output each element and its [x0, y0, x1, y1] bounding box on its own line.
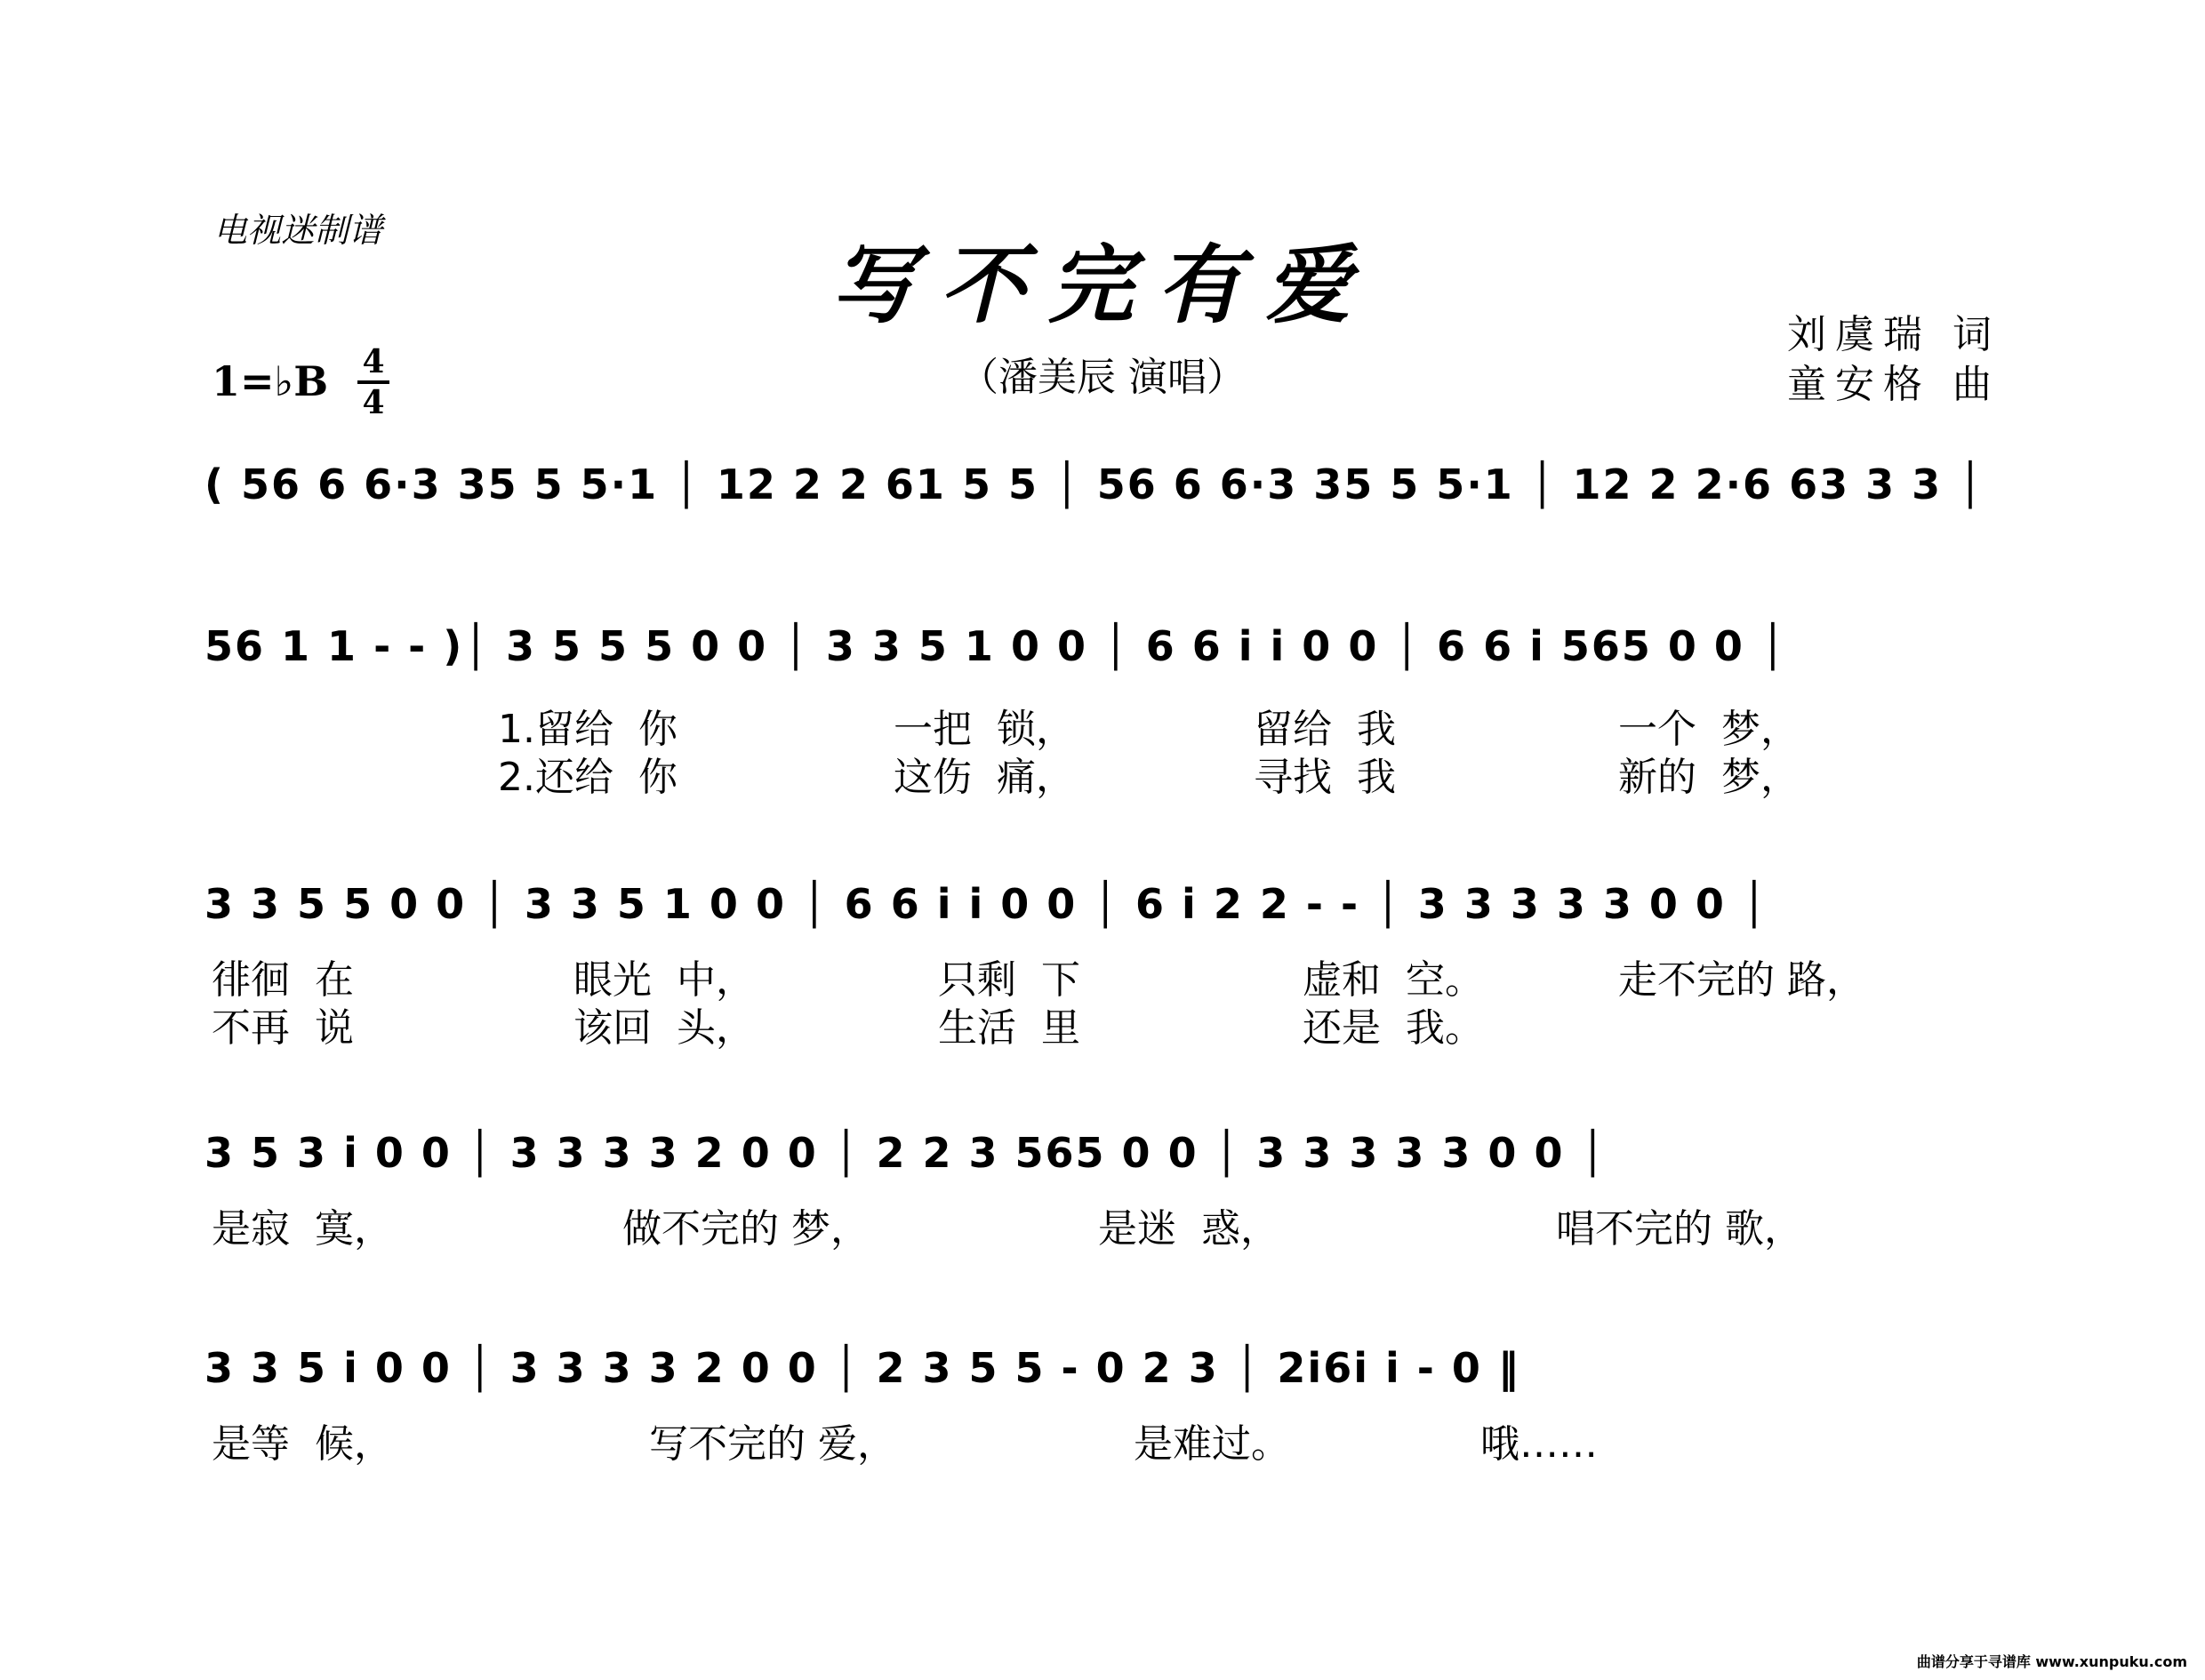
lyric: 眼光 中， — [573, 957, 755, 1003]
lyric: 哦…… — [1480, 1421, 1598, 1467]
lyric: 是难过。 — [1134, 1421, 1290, 1467]
site-watermark: 曲谱分享于寻谱库 www.xunpuku.com — [1916, 1653, 2187, 1670]
lyric: 写不完的 爱， — [649, 1421, 896, 1467]
notation-line-5: 3 3 5 i 0 0 │ 3 3 3 3 2 0 0 │ 2 3 5 5 - 0 2 3 │ 2i6i i - 0 ‖ — [204, 1344, 1520, 1392]
time-signature-bottom: 4 — [362, 384, 385, 421]
arranger-credit: 电视迷制谱 — [213, 211, 383, 250]
lyric: 这伤 痛， — [894, 755, 1075, 800]
lyric: 虚和 空。 — [1303, 957, 1484, 1003]
lyric: 只剩 下 — [938, 957, 1080, 1003]
lyric: 是迷 惑， — [1098, 1206, 1279, 1252]
lyric: 2.还给 你 — [498, 755, 678, 800]
lyric: 寻找 我 — [1254, 755, 1396, 800]
lyric: 该回 头， — [573, 1005, 755, 1051]
lyric: 一个 梦， — [1618, 707, 1800, 752]
score-line-4 — [204, 1129, 2018, 1200]
lyric: 做不完的 梦， — [622, 1206, 870, 1252]
singer-credit: （潘美辰 演唱） — [959, 355, 1246, 400]
lyric: 还是 我。 — [1303, 1005, 1484, 1051]
score-line-2 — [204, 622, 2018, 693]
lyric: 是寂 寞， — [212, 1206, 393, 1252]
lyricist-credit: 刘虞瑞 词 — [1787, 312, 2001, 357]
lyric: 唱不完的 歌， — [1556, 1206, 1803, 1252]
composer-credit: 童安格 曲 — [1787, 362, 2001, 407]
notation-line-1: ( 56 6 6·3 35 5 5·1 │ 12 2 2 61 5 5 │ 56 6 6·3 35 5 5·1 │ 12 2 2·6 63 3 3 │ — [204, 460, 1984, 508]
lyric: 是等 候， — [212, 1421, 393, 1467]
lyric: 1.留给 你 — [498, 707, 678, 752]
lyric: 留给 我 — [1254, 707, 1396, 752]
lyric: 走不完的 路， — [1618, 957, 1865, 1003]
score-line-3 — [204, 880, 2018, 951]
time-signature — [357, 345, 389, 420]
lyric: 徘徊 在 — [212, 957, 354, 1003]
notation-line-3: 3 3 5 5 0 0 │ 3 3 5 1 0 0 │ 6 6 i i 0 0 │ 6 i 2 2 - - │ 3 3 3 3 3 0 0 │ — [204, 880, 1768, 928]
lyric: 不再 说 — [212, 1005, 354, 1051]
lyric: 生活 里 — [938, 1005, 1080, 1051]
key-signature: 1=♭B — [212, 357, 329, 405]
lyric: 新的 梦， — [1618, 755, 1800, 800]
song-title: 写不完有爱 — [831, 235, 1374, 335]
score-line-1 — [204, 460, 2018, 532]
notation-line-4: 3 5 3 i 0 0 │ 3 3 3 3 2 0 0 │ 2 2 3 565 0 0 │ 3 3 3 3 3 0 0 │ — [204, 1129, 1608, 1177]
lyric: 一把 锁， — [894, 707, 1075, 752]
score-line-5 — [204, 1344, 2018, 1415]
time-signature-top: 4 — [362, 343, 385, 380]
notation-line-2: 56 1 1 - - )│ 3 5 5 5 0 0 │ 3 3 5 1 0 0 │ 6 6 i i 0 0 │ 6 6 i 565 0 0 │ — [204, 622, 1787, 670]
